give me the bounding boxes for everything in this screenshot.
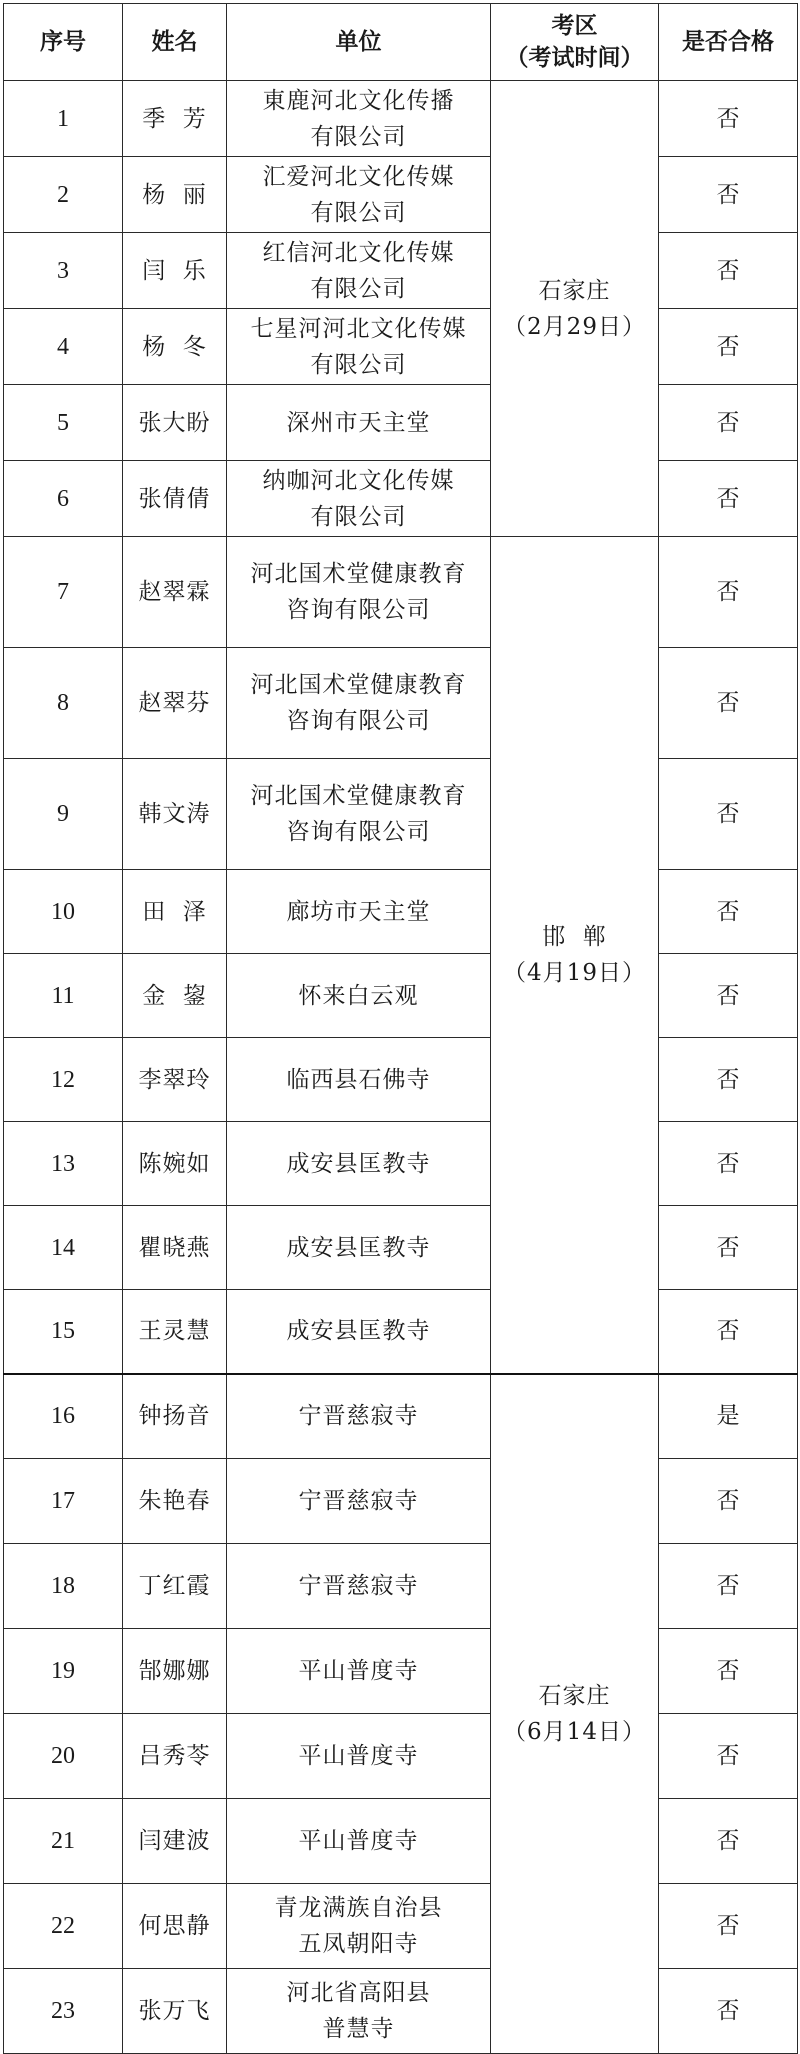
row-name: 丁红霞 [123, 1544, 227, 1629]
row-name: 张大盼 [123, 385, 227, 461]
row-seq: 3 [4, 233, 123, 309]
row-unit-line: 深州市天主堂 [286, 409, 431, 436]
row-unit [227, 157, 491, 233]
row-seq: 6 [4, 461, 123, 537]
table-row [4, 1290, 798, 1374]
row-unit-line: 廊坊市天主堂 [286, 898, 431, 925]
row-unit-line: 咨询有限公司 [286, 597, 431, 623]
table-row [4, 954, 798, 1038]
table-row [4, 648, 798, 759]
row-unit-line: 怀来白云观 [298, 982, 419, 1009]
row-unit [227, 870, 491, 954]
row-name: 吕秀苓 [123, 1714, 227, 1799]
row-pass-status: 否 [659, 1629, 798, 1714]
row-name: 朱艳春 [123, 1459, 227, 1544]
row-pass-status: 否 [659, 157, 798, 233]
row-pass-status: 否 [659, 1884, 798, 1969]
table-row [4, 1799, 798, 1884]
table-row [4, 1969, 798, 2054]
row-name: 韩文涛 [123, 759, 227, 870]
row-unit [227, 1459, 491, 1544]
row-unit-line: 普慧寺 [322, 2016, 395, 2042]
row-unit-line: 宁晋慈寂寺 [298, 1488, 419, 1514]
row-unit [227, 1038, 491, 1122]
row-unit [227, 1290, 491, 1374]
row-unit-line: 有限公司 [310, 351, 407, 378]
row-pass-status: 否 [659, 1290, 798, 1374]
row-unit-line: 红信河北文化传媒 [262, 239, 455, 266]
row-unit [227, 1969, 491, 2054]
row-name: 赵翠霖 [123, 537, 227, 648]
row-unit [227, 1629, 491, 1714]
table-row [4, 870, 798, 954]
row-pass-status: 否 [659, 870, 798, 954]
row-pass-status: 否 [659, 537, 798, 648]
row-unit [227, 385, 491, 461]
row-seq: 12 [4, 1038, 123, 1122]
row-pass-status: 否 [659, 1969, 798, 2054]
row-name: 金 鋆 [123, 954, 227, 1038]
row-unit-line: 河北国术堂健康教育 [250, 672, 467, 698]
table-row [4, 1122, 798, 1206]
row-pass-status: 否 [659, 461, 798, 537]
row-unit-line: 有限公司 [310, 503, 407, 530]
row-unit [227, 1799, 491, 1884]
row-unit-line: 平山普度寺 [298, 1658, 419, 1684]
row-pass-status: 否 [659, 1714, 798, 1799]
table-row [4, 461, 798, 537]
table-row [4, 157, 798, 233]
row-unit [227, 1374, 491, 1459]
row-seq: 10 [4, 870, 123, 954]
exam-region [491, 537, 659, 1374]
row-seq: 16 [4, 1374, 123, 1459]
row-unit [227, 537, 491, 648]
row-name: 钟扬音 [123, 1374, 227, 1459]
row-seq: 13 [4, 1122, 123, 1206]
table-row [4, 537, 798, 648]
table-row [4, 1459, 798, 1544]
row-unit-line: 宁晋慈寂寺 [298, 1403, 419, 1430]
row-pass-status: 否 [659, 81, 798, 157]
row-unit-line: 青龙满族自治县 [274, 1895, 443, 1921]
row-unit [227, 954, 491, 1038]
row-seq: 14 [4, 1206, 123, 1290]
row-unit [227, 1122, 491, 1206]
exam-region-date: （4月19日） [503, 959, 646, 986]
row-pass-status: 否 [659, 1459, 798, 1544]
exam-region-date: （2月29日） [503, 313, 646, 340]
table-row [4, 1206, 798, 1290]
header-unit: 单位 [227, 4, 491, 81]
row-unit-line: 七星河河北文化传媒 [250, 315, 467, 342]
header-region-subtitle: （考试时间） [505, 45, 644, 71]
table-row [4, 81, 798, 157]
table-row [4, 759, 798, 870]
row-seq: 5 [4, 385, 123, 461]
row-unit-line: 五凤朝阳寺 [298, 1931, 419, 1957]
row-unit-line: 宁晋慈寂寺 [298, 1573, 419, 1599]
table-row [4, 1884, 798, 1969]
table-row [4, 1038, 798, 1122]
table-row [4, 1714, 798, 1799]
row-seq: 11 [4, 954, 123, 1038]
row-seq: 19 [4, 1629, 123, 1714]
row-name: 田 泽 [123, 870, 227, 954]
row-unit-line: 成安县匡教寺 [286, 1318, 431, 1345]
row-name: 李翠玲 [123, 1038, 227, 1122]
header-region [491, 4, 659, 81]
row-unit [227, 1714, 491, 1799]
row-seq: 4 [4, 309, 123, 385]
exam-region-place: 石家庄 [538, 277, 611, 304]
row-seq: 18 [4, 1544, 123, 1629]
row-pass-status: 否 [659, 759, 798, 870]
row-seq: 15 [4, 1290, 123, 1374]
row-unit [227, 648, 491, 759]
row-name: 张倩倩 [123, 461, 227, 537]
results-table [3, 3, 798, 2054]
table-row [4, 1374, 798, 1459]
row-seq: 8 [4, 648, 123, 759]
row-seq: 17 [4, 1459, 123, 1544]
row-seq: 21 [4, 1799, 123, 1884]
row-seq: 1 [4, 81, 123, 157]
row-name: 赵翠芬 [123, 648, 227, 759]
row-unit-line: 纳咖河北文化传媒 [262, 467, 455, 494]
row-name: 闫 乐 [123, 233, 227, 309]
row-unit [227, 1544, 491, 1629]
row-pass-status: 否 [659, 1544, 798, 1629]
header-pass: 是否合格 [659, 4, 798, 81]
row-unit-line: 咨询有限公司 [286, 819, 431, 845]
row-pass-status: 否 [659, 309, 798, 385]
row-seq: 23 [4, 1969, 123, 2054]
row-unit-line: 河北国术堂健康教育 [250, 561, 467, 587]
row-unit [227, 461, 491, 537]
exam-region-place: 石家庄 [538, 1682, 611, 1709]
row-pass-status: 否 [659, 1038, 798, 1122]
row-unit [227, 81, 491, 157]
row-pass-status: 否 [659, 1799, 798, 1884]
row-unit [227, 1206, 491, 1290]
row-unit [227, 309, 491, 385]
row-name: 季 芳 [123, 81, 227, 157]
exam-region [491, 1374, 659, 2054]
table-row [4, 233, 798, 309]
table-body [4, 81, 798, 2054]
header-row [4, 4, 798, 81]
row-unit-line: 临西县石佛寺 [286, 1066, 431, 1093]
row-name: 杨 丽 [123, 157, 227, 233]
row-pass-status: 否 [659, 1122, 798, 1206]
row-unit-line: 有限公司 [310, 199, 407, 226]
row-unit-line: 汇爱河北文化传媒 [262, 163, 455, 190]
row-pass-status: 否 [659, 648, 798, 759]
row-name: 郜娜娜 [123, 1629, 227, 1714]
row-seq: 2 [4, 157, 123, 233]
header-name: 姓名 [123, 4, 227, 81]
row-name: 闫建波 [123, 1799, 227, 1884]
row-seq: 20 [4, 1714, 123, 1799]
row-seq: 22 [4, 1884, 123, 1969]
row-unit-line: 有限公司 [310, 275, 407, 302]
table-row [4, 1629, 798, 1714]
row-pass-status: 否 [659, 954, 798, 1038]
exam-region-date: （6月14日） [503, 1718, 646, 1745]
row-seq: 9 [4, 759, 123, 870]
row-pass-status: 否 [659, 233, 798, 309]
row-name: 王灵慧 [123, 1290, 227, 1374]
row-name: 杨 冬 [123, 309, 227, 385]
row-unit-line: 河北省高阳县 [286, 1980, 431, 2006]
row-unit-line: 咨询有限公司 [286, 708, 431, 734]
row-unit [227, 233, 491, 309]
row-unit-line: 東鹿河北文化传播 [262, 87, 455, 114]
row-unit-line: 成安县匡教寺 [286, 1150, 431, 1177]
row-unit [227, 1884, 491, 1969]
row-name: 何思静 [123, 1884, 227, 1969]
row-name: 瞿晓燕 [123, 1206, 227, 1290]
row-name: 张万飞 [123, 1969, 227, 2054]
row-unit-line: 成安县匡教寺 [286, 1234, 431, 1261]
row-unit-line: 平山普度寺 [298, 1743, 419, 1769]
table-row [4, 1544, 798, 1629]
row-pass-status: 否 [659, 385, 798, 461]
table-row [4, 309, 798, 385]
exam-region [491, 81, 659, 537]
header-seq: 序号 [4, 4, 123, 81]
row-pass-status: 否 [659, 1206, 798, 1290]
exam-region-place: 邯 郸 [542, 923, 607, 950]
row-unit [227, 759, 491, 870]
row-unit-line: 河北国术堂健康教育 [250, 783, 467, 809]
row-unit-line: 有限公司 [310, 123, 407, 150]
row-pass-status: 是 [659, 1374, 798, 1459]
table-row [4, 385, 798, 461]
header-region-label: 考区 [551, 13, 598, 39]
row-seq: 7 [4, 537, 123, 648]
row-name: 陈婉如 [123, 1122, 227, 1206]
row-unit-line: 平山普度寺 [298, 1828, 419, 1854]
